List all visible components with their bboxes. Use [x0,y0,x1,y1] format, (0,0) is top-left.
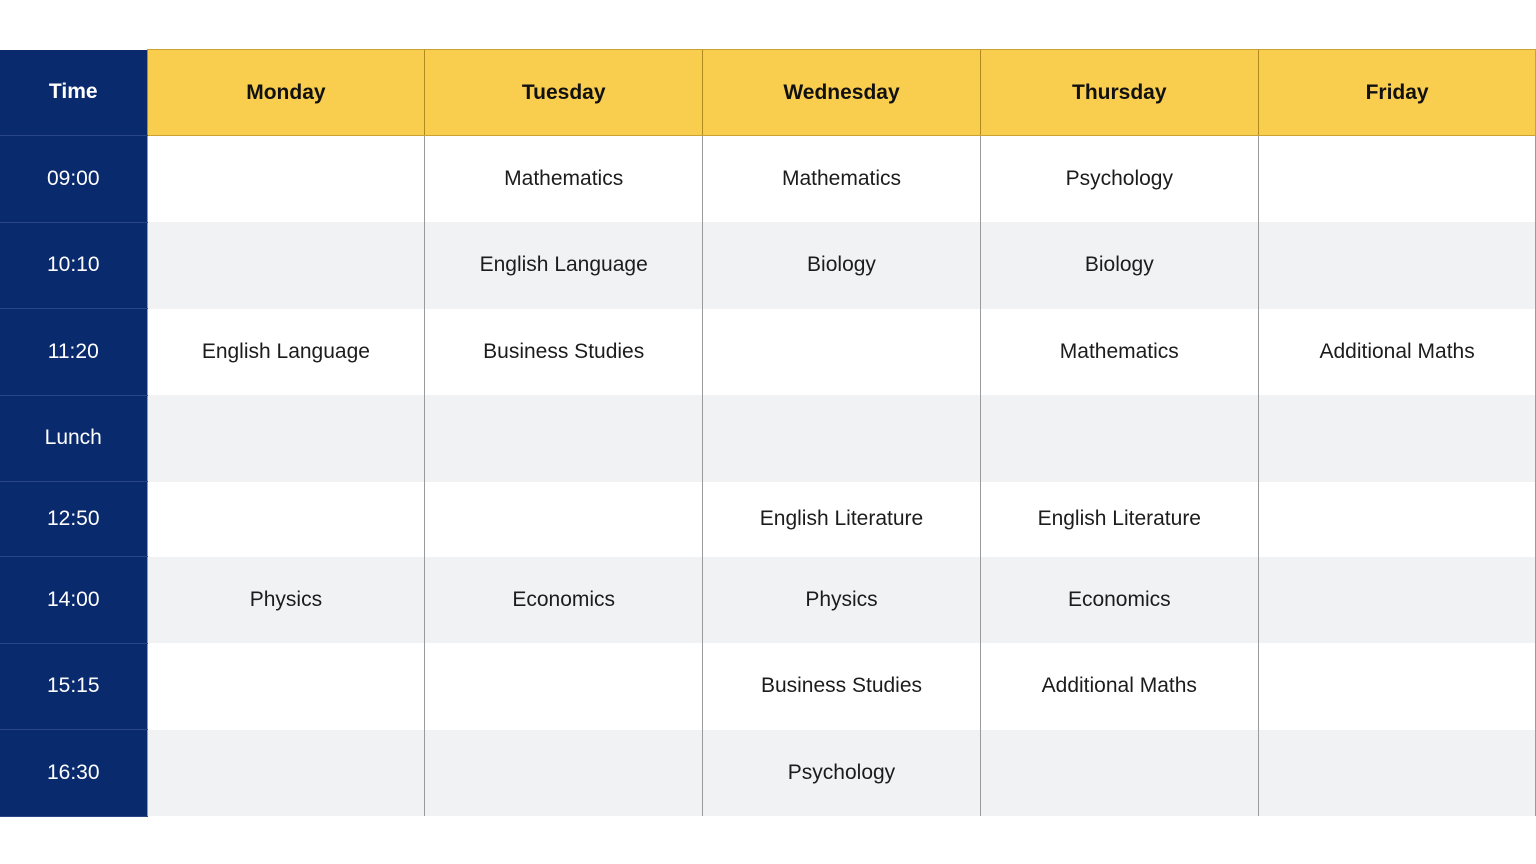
lesson-cell [1258,730,1536,817]
lesson-cell [147,482,425,557]
time-slot: 15:15 [0,643,147,730]
lesson-cell [980,395,1258,482]
lesson-cell [425,730,703,817]
lesson-cell: Psychology [703,730,981,817]
timetable [0,49,1536,817]
day-header-wednesday: Wednesday [703,50,981,136]
period-row [0,730,1536,817]
lesson-cell: Biology [703,222,981,309]
lesson-cell [425,643,703,730]
lesson-cell [425,482,703,557]
lesson-cell [980,730,1258,817]
lesson-cell: English Literature [980,482,1258,557]
time-slot: 11:20 [0,309,147,396]
header-row [0,50,1536,136]
time-slot: 16:30 [0,730,147,817]
lesson-cell [147,136,425,223]
period-row [0,557,1536,644]
day-header-thursday: Thursday [980,50,1258,136]
lesson-cell: English Language [147,309,425,396]
period-row [0,309,1536,396]
lesson-cell [1258,395,1536,482]
lesson-cell: Physics [147,557,425,644]
lesson-cell: Business Studies [425,309,703,396]
lesson-cell: Economics [980,557,1258,644]
lunch-row [0,395,1536,482]
lesson-cell: English Language [425,222,703,309]
lesson-cell: Business Studies [703,643,981,730]
time-slot: Lunch [0,395,147,482]
day-header-friday: Friday [1258,50,1536,136]
period-row [0,222,1536,309]
lesson-cell [1258,482,1536,557]
lesson-cell [147,730,425,817]
lesson-cell [1258,643,1536,730]
time-slot: 10:10 [0,222,147,309]
lesson-cell: Additional Maths [980,643,1258,730]
lesson-cell [147,222,425,309]
lesson-cell: Additional Maths [1258,309,1536,396]
period-row [0,643,1536,730]
time-slot: 12:50 [0,482,147,557]
lesson-cell [425,395,703,482]
lesson-cell: Biology [980,222,1258,309]
time-slot: 14:00 [0,557,147,644]
lesson-cell [147,643,425,730]
lesson-cell: Economics [425,557,703,644]
time-slot: 09:00 [0,136,147,223]
day-header-monday: Monday [147,50,425,136]
lesson-cell: Physics [703,557,981,644]
lesson-cell [1258,136,1536,223]
lesson-cell: Mathematics [703,136,981,223]
lesson-cell: Psychology [980,136,1258,223]
period-row [0,136,1536,223]
lesson-cell: Mathematics [980,309,1258,396]
time-header: Time [0,50,147,136]
lesson-cell [703,395,981,482]
lesson-cell [1258,557,1536,644]
period-row [0,482,1536,557]
day-header-tuesday: Tuesday [425,50,703,136]
lesson-cell: English Literature [703,482,981,557]
lesson-cell [703,309,981,396]
lesson-cell [147,395,425,482]
lesson-cell [1258,222,1536,309]
lesson-cell: Mathematics [425,136,703,223]
